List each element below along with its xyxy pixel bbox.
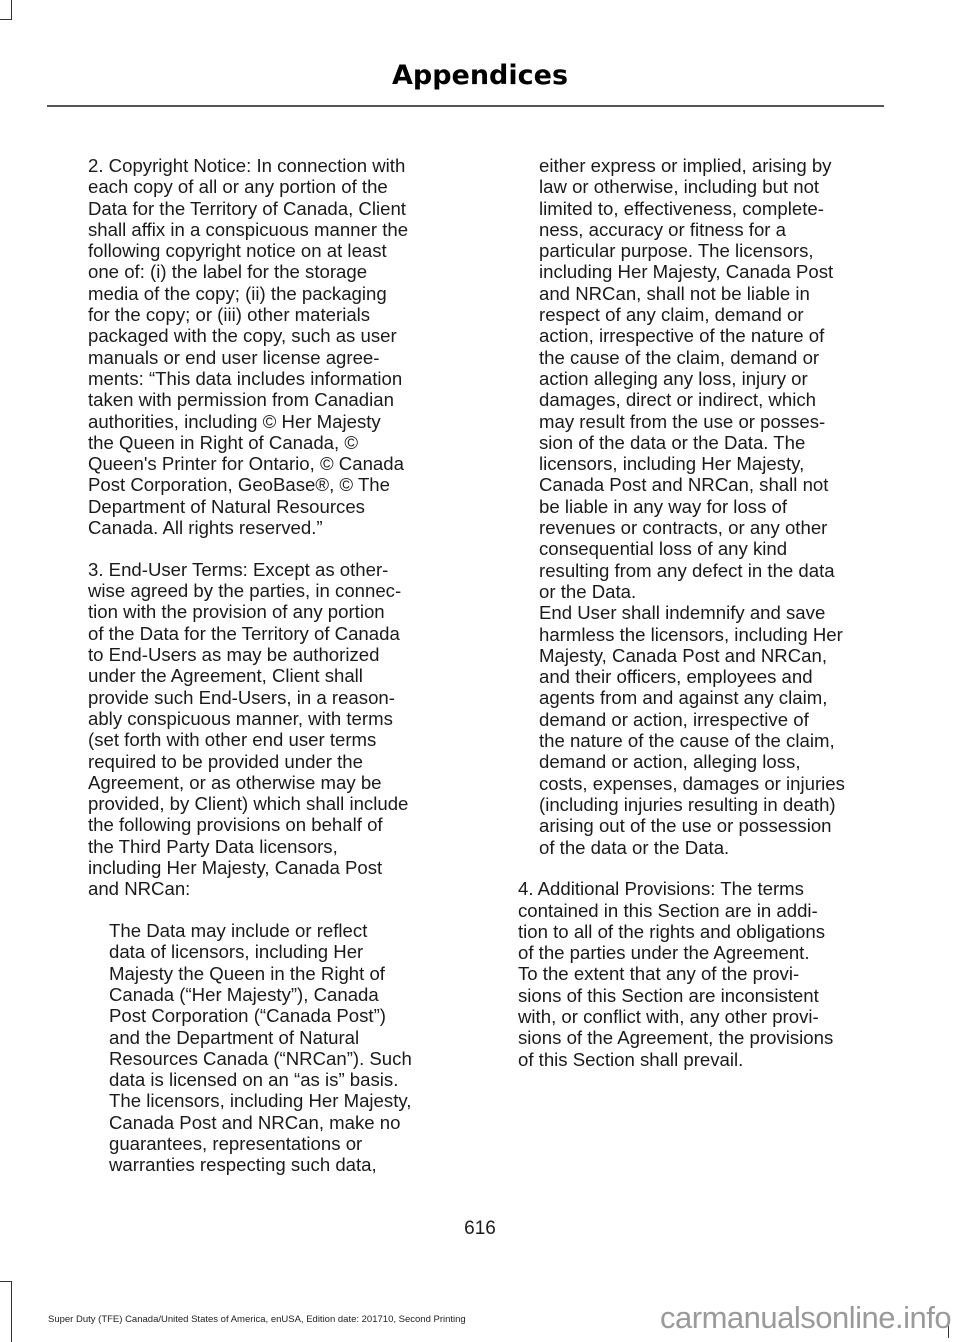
text-line: shall affix in a conspicuous manner the: [88, 218, 409, 240]
text-line: licensors, including Her Majesty,: [539, 453, 805, 475]
text-line: the cause of the claim, demand or: [539, 346, 820, 368]
text-line: the Third Party Data licensors,: [88, 835, 338, 857]
page-title: Appendices: [391, 60, 569, 91]
crop-mark-top-left: [0, 0, 12, 20]
text-line: and NRCan:: [88, 878, 191, 900]
text-line: of the Data for the Territory of Canada: [88, 622, 400, 644]
text-line: provide such End-Users, in a reason-: [88, 686, 395, 708]
text-line: including Her Majesty, Canada Post: [88, 857, 383, 878]
text-line: under the Agreement, Client shall: [88, 665, 363, 687]
text-line: Majesty, Canada Post and NRCan,: [539, 644, 828, 666]
text-line: Canada Post and NRCan, shall not: [539, 474, 829, 496]
text-line: be liable in any way for loss of: [539, 495, 788, 517]
text-line: ments: “This data includes information: [88, 367, 403, 389]
text-line: following copyright notice on at least: [88, 240, 387, 262]
text-line: either express or implied, arising by: [539, 155, 832, 176]
text-line: Canada Post and NRCan, make no: [109, 1111, 401, 1133]
text-line: (including injuries resulting in death): [539, 793, 836, 815]
text-line: one of: (i) the label for the storage: [88, 261, 368, 283]
text-line: authorities, including © Her Majesty: [88, 410, 381, 432]
text-line: damages, direct or indirect, which: [539, 389, 816, 411]
text-line: End User shall indemnify and save: [539, 602, 826, 624]
text-line: sion of the data or the Data. The: [539, 431, 806, 453]
text-line: Majesty the Queen in the Right of: [109, 962, 385, 984]
paragraph: [88, 920, 448, 1176]
text-line: may result from the use or posses-: [539, 410, 826, 432]
text-line: data of licensors, including Her: [109, 941, 364, 963]
text-line: provided, by Client) which shall include: [88, 793, 409, 815]
text-line: and the Department of Natural: [109, 1026, 360, 1048]
text-line: 3. End-User Terms: Except as other-: [88, 558, 389, 580]
text-line: 4. Additional Provisions: The terms: [518, 878, 804, 900]
text-line: action alleging any loss, injury or: [539, 367, 808, 389]
text-line: including Her Majesty, Canada Post: [539, 261, 834, 283]
text-line: or the Data.: [539, 580, 637, 602]
paragraph: [518, 878, 878, 1070]
left-column: [88, 155, 448, 1196]
page-number: 616: [464, 1218, 496, 1239]
footer-edition: Super Duty (TFE) Canada/United States of America, enUSA, Edition date: 201710, Second Printing: [48, 1314, 466, 1325]
text-line: the following provisions on behalf of: [88, 814, 383, 836]
right-column: [518, 155, 878, 1090]
text-line: particular purpose. The licensors,: [539, 240, 814, 262]
text-line: agents from and against any claim,: [539, 687, 828, 709]
text-line: the Queen in Right of Canada, ©: [88, 431, 359, 453]
text-line: Post Corporation (“Canada Post”): [109, 1005, 386, 1027]
paragraph: [518, 155, 878, 858]
text-line: to End-Users as may be authorized: [88, 644, 380, 666]
text-line: warranties respecting such data,: [109, 1154, 377, 1176]
paragraph: [88, 559, 448, 900]
text-line: respect of any claim, demand or: [539, 304, 804, 326]
text-line: (set forth with other end user terms: [88, 729, 377, 751]
text-line: guarantees, representations or: [109, 1133, 363, 1155]
text-line: revenues or contracts, or any other: [539, 517, 828, 539]
text-line: wise agreed by the parties, in connec-: [88, 580, 402, 602]
text-line: of the parties under the Agreement.: [518, 942, 810, 964]
text-line: To the extent that any of the provi-: [518, 963, 800, 985]
text-line: Resources Canada (“NRCan”). Such: [109, 1047, 412, 1069]
text-line: media of the copy; (ii) the packaging: [88, 282, 387, 304]
text-line: Post Corporation, GeoBase®, © The: [88, 474, 390, 496]
text-line: ness, accuracy or fitness for a: [539, 218, 786, 240]
text-line: and NRCan, shall not be liable in: [539, 282, 810, 304]
text-line: Agreement, or as otherwise may be: [88, 771, 382, 793]
text-line: resulting from any defect in the data: [539, 559, 835, 581]
text-line: The licensors, including Her Majesty,: [109, 1090, 412, 1112]
text-line: and their officers, employees and: [539, 666, 813, 688]
text-line: manuals or end user license agree-: [88, 346, 380, 368]
text-line: contained in this Section are in addi-: [518, 899, 818, 921]
crop-mark-bottom-left: [0, 1281, 12, 1342]
header-divider: [47, 105, 884, 107]
text-line: data is licensed on an “as is” basis.: [109, 1069, 399, 1091]
text-line: required to be provided under the: [88, 750, 363, 772]
text-line: ably conspicuous manner, with terms: [88, 707, 393, 729]
text-line: Canada (“Her Majesty”), Canada: [109, 983, 379, 1005]
text-line: sions of the Agreement, the provisions: [518, 1027, 834, 1049]
text-line: demand or action, irrespective of: [539, 708, 809, 730]
text-line: of this Section shall prevail.: [518, 1048, 744, 1070]
text-line: action, irrespective of the nature of: [539, 325, 825, 347]
text-line: demand or action, alleging loss,: [539, 751, 801, 773]
text-line: sions of this Section are inconsistent: [518, 984, 819, 1006]
text-line: packaged with the copy, such as user: [88, 325, 397, 347]
text-line: Queen's Printer for Ontario, © Canada: [88, 453, 404, 475]
text-line: Department of Natural Resources: [88, 495, 365, 517]
text-line: limited to, effectiveness, complete-: [539, 197, 824, 219]
text-line: Canada. All rights reserved.”: [88, 517, 323, 539]
text-line: of the data or the Data.: [539, 836, 730, 858]
text-line: taken with permission from Canadian: [88, 389, 394, 411]
text-line: tion with the provision of any portion: [88, 601, 385, 623]
paragraph: [88, 155, 448, 538]
text-line: the nature of the cause of the claim,: [539, 730, 835, 752]
text-line: costs, expenses, damages or injuries: [539, 772, 845, 794]
text-line: Data for the Territory of Canada, Client: [88, 197, 406, 219]
text-line: with, or conflict with, any other provi-: [518, 1006, 819, 1028]
text-line: 2. Copyright Notice: In connection with: [88, 155, 406, 176]
watermark[interactable]: carmanualsonline.info: [660, 1300, 952, 1335]
text-line: for the copy; or (iii) other materials: [88, 304, 371, 326]
text-line: tion to all of the rights and obligations: [518, 920, 825, 942]
text-line: The Data may include or reflect: [109, 920, 368, 942]
text-line: arising out of the use or possession: [539, 815, 832, 837]
text-line: harmless the licensors, including Her: [539, 623, 843, 645]
text-line: consequential loss of any kind: [539, 538, 788, 560]
text-line: law or otherwise, including but not: [539, 176, 820, 198]
text-line: each copy of all or any portion of the: [88, 176, 388, 198]
